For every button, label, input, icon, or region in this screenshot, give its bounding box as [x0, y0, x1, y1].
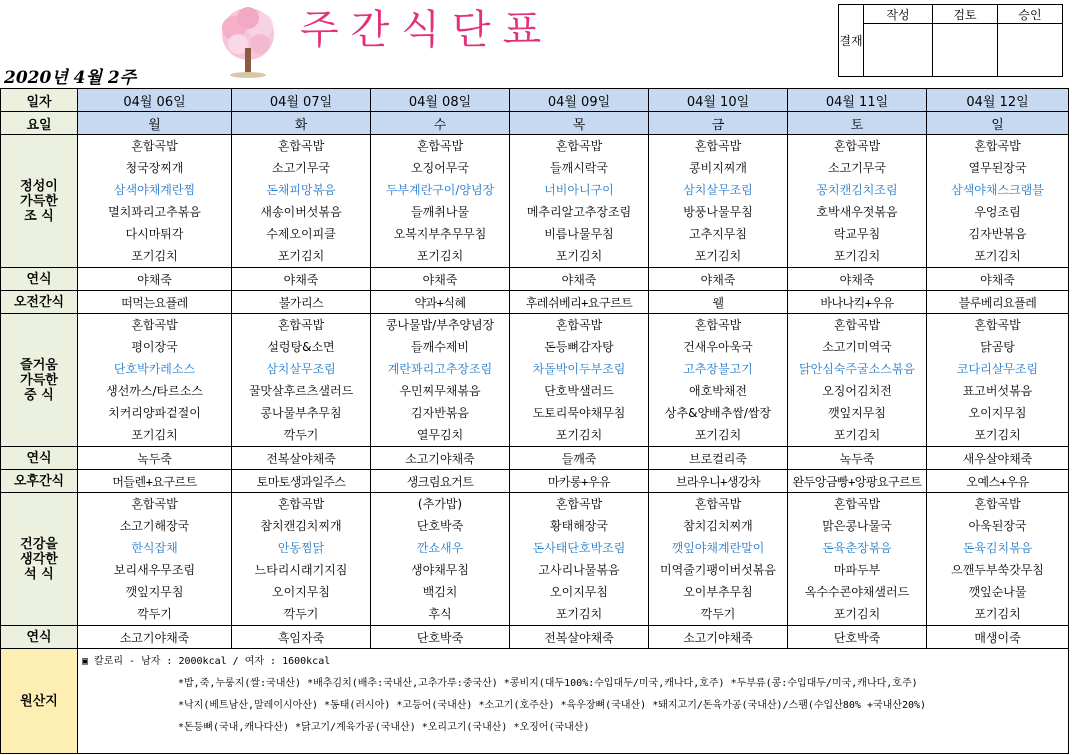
menu-item: 호박새우젓볶음: [816, 205, 898, 219]
menu-item: 포기김치: [131, 428, 178, 442]
am-snack-row-cell: 약과+식혜: [371, 291, 510, 314]
menu-item: 느타리시래기지짐: [254, 563, 348, 577]
approval-sign-write[interactable]: [864, 24, 933, 77]
breakfast-row-day-cell: [78, 135, 232, 268]
sheet-header: [0, 0, 1072, 88]
date-cell: 04월 09일: [510, 89, 649, 112]
menu-item: 돈육김치볶음: [962, 541, 1033, 555]
dinner-porridge-row-cell: 매생이죽: [927, 626, 1069, 649]
origin-label: 원산지: [1, 649, 78, 754]
menu-item: 깍두기: [137, 607, 172, 621]
lunch-porridge-row-cell: 새우살야채죽: [927, 447, 1069, 470]
menu-item: 포기김치: [833, 249, 881, 263]
menu-item: 삼색야채스크램블: [951, 183, 1044, 197]
dinner-porridge-row-cell: 흑임자죽: [232, 626, 371, 649]
dinner-row-day-cell: [78, 493, 232, 626]
origin-line: *밥,죽,누룽지(쌀:국내산) *배추김치(배추:국내산,고추가루:중국산) *콩비지(대두100%:수입대두/미국,캐나다,호주) *두부류(콩:수입대두/미국,캐나다,호주): [178, 678, 918, 689]
origin-info-cell: [78, 649, 1069, 754]
breakfast-row-day-cell: [927, 135, 1069, 268]
dinner-porridge-row-label: 연식: [1, 626, 78, 649]
menu-item: 옥수수콘야채샐러드: [804, 585, 910, 599]
breakfast-porridge-row: [1, 268, 1069, 291]
dinner-row-day-cell: [232, 493, 371, 626]
dinner-porridge-row: [1, 626, 1069, 649]
menu-item: 설렁탕&소면: [267, 340, 335, 354]
approval-col-approve: 승인: [998, 5, 1063, 24]
menu-item: 청국장찌개: [125, 161, 184, 175]
menu-item: 오징어김치전: [822, 384, 892, 398]
breakfast-porridge-row-cell: 야채죽: [649, 268, 788, 291]
menu-item: 비름나물무침: [544, 227, 614, 241]
am-snack-row-cell: 웰: [649, 291, 788, 314]
menu-item: 포기김치: [131, 249, 178, 263]
pm-snack-row-label: 오후간식: [1, 470, 78, 493]
menu-item: 깻잎순나물: [968, 585, 1027, 599]
menu-item: 혼합곡밥: [974, 497, 1021, 511]
menu-item: 락교무침: [833, 227, 881, 241]
lunch-row-day-cell: [788, 314, 927, 447]
menu-item: 포기김치: [555, 428, 603, 442]
menu-item: 후식: [428, 607, 452, 621]
menu-item: 포기김치: [694, 249, 742, 263]
menu-item: 열무김치: [416, 428, 464, 442]
menu-item: 김자반볶음: [411, 406, 469, 420]
menu-item: 돈육춘장볶음: [822, 541, 892, 555]
menu-item: 혼합곡밥: [555, 139, 603, 153]
menu-item: 아욱된장국: [968, 519, 1027, 533]
menu-item: 참치캔김치찌개: [260, 519, 342, 533]
pm-snack-row-cell: 마카롱+우유: [510, 470, 649, 493]
menu-item: 소고기무국: [272, 161, 330, 175]
pm-snack-row-cell: 브라우니+생강차: [649, 470, 788, 493]
menu-item: 맑은콩나물국: [822, 519, 892, 533]
menu-item: 생선까스/타르소스: [106, 384, 203, 398]
am-snack-row-cell: 불가리스: [232, 291, 371, 314]
day-cell: 수: [371, 112, 510, 135]
menu-item: 포기김치: [974, 428, 1021, 442]
menu-item: 깍두기: [700, 607, 736, 621]
lunch-porridge-row-label: 연식: [1, 447, 78, 470]
pm-snack-row-cell: 생크림요거트: [371, 470, 510, 493]
menu-item: 포기김치: [555, 249, 603, 263]
menu-item: 포기김치: [277, 249, 325, 263]
date-cell: 04월 06일: [78, 89, 232, 112]
menu-item: 황태해장국: [550, 519, 608, 533]
day-cell: 화: [232, 112, 371, 135]
menu-item: 포기김치: [833, 607, 881, 621]
pm-snack-row-cell: 토마토생과일주스: [232, 470, 371, 493]
menu-item: 깐쇼새우: [416, 541, 464, 555]
menu-item: 들깨수제비: [411, 340, 469, 354]
menu-item: 단호박죽: [416, 519, 464, 533]
am-snack-row: [1, 291, 1069, 314]
breakfast-porridge-row-cell: 야채죽: [927, 268, 1069, 291]
menu-item: 포기김치: [974, 249, 1021, 263]
menu-item: 메추리알고추장조림: [526, 205, 632, 219]
menu-item: 오이지무침: [968, 406, 1027, 420]
menu-item: 혼합곡밥: [694, 318, 742, 332]
menu-item: 깍두기: [283, 428, 319, 442]
menu-item: 혼합곡밥: [974, 318, 1021, 332]
menu-item: 소고기무국: [828, 161, 886, 175]
date-row: [1, 89, 1069, 112]
pm-snack-row: [1, 470, 1069, 493]
menu-item: 백김치: [422, 585, 458, 599]
dinner-row-day-cell: [927, 493, 1069, 626]
day-row: [1, 112, 1069, 135]
menu-item: 꽁치캔김치조림: [816, 183, 898, 197]
menu-item: 꿀맛살후르츠샐러드: [248, 384, 354, 398]
menu-item: 상추&양배추쌈/쌈장: [664, 406, 772, 420]
menu-item: 오이지무침: [272, 585, 330, 599]
breakfast-row: [1, 135, 1069, 268]
menu-item: 삼치살무조림: [683, 183, 753, 197]
menu-item: 닭안심숙주굴소스볶음: [799, 362, 915, 376]
cherry-blossom-tree-icon: [214, 4, 282, 80]
menu-item: 고추지무침: [689, 227, 747, 241]
menu-item: 깻잎지무침: [125, 585, 184, 599]
menu-item: 오이부추무침: [683, 585, 753, 599]
approval-col-write: 작성: [864, 5, 933, 24]
approval-side-label: 결재: [839, 5, 864, 77]
menu-item: 돈등뼈감자탕: [544, 340, 614, 354]
menu-item: 차돌박이두부조림: [532, 362, 626, 376]
weekly-menu-table: [0, 88, 1069, 754]
menu-item: 평이장국: [131, 340, 178, 354]
day-cell: 월: [78, 112, 232, 135]
menu-item: 콩나물부추무침: [260, 406, 342, 420]
am-snack-row-cell: 떠먹는요플레: [78, 291, 232, 314]
menu-item: 혼합곡밥: [694, 139, 742, 153]
dinner-row-label: 건강을 생각한 석 식: [1, 493, 78, 626]
menu-item: 미역줄기팽이버섯볶음: [660, 563, 776, 577]
menu-item: 들깨시락국: [550, 161, 608, 175]
menu-item: 혼합곡밥: [277, 318, 325, 332]
breakfast-row-day-cell: [788, 135, 927, 268]
menu-item: 오징어무국: [411, 161, 469, 175]
dinner-porridge-row-cell: 단호박죽: [788, 626, 927, 649]
menu-item: 우엉조림: [974, 205, 1021, 219]
breakfast-porridge-row-cell: 야채죽: [78, 268, 232, 291]
approval-box: [838, 4, 1063, 77]
page-title: 주간식단표: [300, 7, 554, 53]
menu-item: 코다리살무조림: [956, 362, 1039, 376]
menu-item: 다시마튀각: [125, 227, 184, 241]
origin-row: [1, 649, 1069, 754]
menu-item: 소고기미역국: [822, 340, 892, 354]
pm-snack-row-cell: 오예스+우유: [927, 470, 1069, 493]
lunch-row-day-cell: [927, 314, 1069, 447]
lunch-porridge-row-cell: 녹두죽: [788, 447, 927, 470]
dinner-row-day-cell: [371, 493, 510, 626]
breakfast-row-day-cell: [232, 135, 371, 268]
day-cell: 목: [510, 112, 649, 135]
menu-item: 포기김치: [555, 607, 603, 621]
date-cell: 04월 07일: [232, 89, 371, 112]
menu-item: 삼색야채계란찜: [113, 183, 196, 197]
menu-item: 포기김치: [694, 428, 742, 442]
menu-item: 도토리묵야채무침: [532, 406, 626, 420]
breakfast-row-day-cell: [371, 135, 510, 268]
dinner-porridge-row-cell: 단호박죽: [371, 626, 510, 649]
dinner-porridge-row-cell: 전복살야채죽: [510, 626, 649, 649]
date-cell: 04월 12일: [927, 89, 1069, 112]
menu-item: 수제오이피클: [266, 227, 336, 241]
approval-sign-approve[interactable]: [998, 24, 1063, 77]
dinner-row: [1, 493, 1069, 626]
dinner-porridge-row-cell: 소고기야채죽: [649, 626, 788, 649]
menu-item: 혼합곡밥: [277, 139, 325, 153]
menu-item: 포기김치: [974, 607, 1021, 621]
menu-item: 고사리나물볶음: [538, 563, 620, 577]
menu-item: 혼합곡밥: [694, 497, 742, 511]
breakfast-porridge-row-label: 연식: [1, 268, 78, 291]
day-cell: 금: [649, 112, 788, 135]
origin-line: *낙지(베트남산,말레이시아산) *동태(러시아) *고등어(국내산) *소고기(호주산) *육우장뼈(국내산) *돼지고기/돈육가공(국내산)/스팸(수입산80% +국내산20%): [178, 700, 927, 711]
menu-item: 단호박카레소스: [113, 362, 196, 376]
date-label: 일자: [1, 89, 78, 112]
day-cell: 토: [788, 112, 927, 135]
menu-item: 혼합곡밥: [131, 139, 178, 153]
menu-item: 보리새우무조림: [113, 563, 196, 577]
menu-item: 돈채피망볶음: [266, 183, 336, 197]
menu-item: 한식잡채: [131, 541, 178, 555]
menu-item: 콩나물밥/부추양념장: [385, 318, 495, 332]
origin-line: *돈등뼈(국내,캐나다산) *닭고기/계육가공(국내산) *오리고기(국내산) *오징어(국내산): [178, 722, 590, 733]
menu-item: 콩비지찌개: [689, 161, 747, 175]
menu-item: 삼치살무조림: [266, 362, 336, 376]
menu-item: 깍두기: [283, 607, 319, 621]
menu-item: 고추장불고기: [683, 362, 753, 376]
menu-item: 안동찜닭: [277, 541, 325, 555]
breakfast-porridge-row-cell: 야채죽: [232, 268, 371, 291]
menu-item: 단호박샐러드: [544, 384, 614, 398]
menu-item: 혼합곡밥: [555, 497, 603, 511]
lunch-row-day-cell: [371, 314, 510, 447]
menu-item: 멸치꽈리고추볶음: [108, 205, 201, 219]
breakfast-porridge-row-cell: 야채죽: [510, 268, 649, 291]
breakfast-porridge-row-cell: 야채죽: [788, 268, 927, 291]
menu-item: 으깬두부쑥갓무침: [951, 563, 1044, 577]
approval-sign-review[interactable]: [933, 24, 998, 77]
menu-item: 혼합곡밥: [131, 497, 178, 511]
menu-item: 두부계란구이/양념장: [385, 183, 495, 197]
menu-item: 혼합곡밥: [833, 497, 881, 511]
menu-item: 열무된장국: [968, 161, 1027, 175]
menu-item: 돈사태단호박조림: [532, 541, 626, 555]
date-cell: 04월 08일: [371, 89, 510, 112]
am-snack-row-cell: 후레쉬베리+요구르트: [510, 291, 649, 314]
menu-item: 건새우아욱국: [683, 340, 753, 354]
approval-col-review: 검토: [933, 5, 998, 24]
origin-line: ▣ 칼로리 - 남자 : 2000kcal / 여자 : 1600kcal: [82, 656, 331, 667]
menu-item: 들깨취나물: [411, 205, 469, 219]
pm-snack-row-cell: 완두앙금빵+앙팡요구르트: [788, 470, 927, 493]
menu-item: 혼합곡밥: [555, 318, 603, 332]
menu-item: 애호박채전: [689, 384, 747, 398]
breakfast-row-label: 정성이 가득한 조 식: [1, 135, 78, 268]
lunch-row-day-cell: [510, 314, 649, 447]
date-cell: 04월 11일: [788, 89, 927, 112]
menu-item: 계란꽈리고추장조림: [387, 362, 493, 376]
menu-item: 오이지무침: [550, 585, 608, 599]
lunch-row-day-cell: [649, 314, 788, 447]
week-label: 2020년 4월 2주: [4, 68, 137, 88]
menu-item: 포기김치: [416, 249, 464, 263]
menu-item: 너비아니구이: [544, 183, 614, 197]
menu-item: 깻잎지무침: [828, 406, 886, 420]
day-cell: 일: [927, 112, 1069, 135]
menu-item: 김자반볶음: [968, 227, 1027, 241]
menu-item: 혼합곡밥: [833, 139, 881, 153]
dinner-porridge-row-cell: 소고기야채죽: [78, 626, 232, 649]
menu-item: 혼합곡밥: [833, 318, 881, 332]
menu-item: 소고기해장국: [119, 519, 190, 533]
date-cell: 04월 10일: [649, 89, 788, 112]
menu-item: 참치김치찌개: [683, 519, 753, 533]
dinner-row-day-cell: [649, 493, 788, 626]
menu-item: 혼합곡밥: [131, 318, 178, 332]
breakfast-porridge-row-cell: 야채죽: [371, 268, 510, 291]
menu-item: 생야채무침: [411, 563, 469, 577]
menu-item: 혼합곡밥: [974, 139, 1021, 153]
am-snack-row-label: 오전간식: [1, 291, 78, 314]
lunch-porridge-row-cell: 전복살야채죽: [232, 447, 371, 470]
menu-item: 치커리양파겉절이: [108, 406, 201, 420]
lunch-porridge-row-cell: 들깨죽: [510, 447, 649, 470]
lunch-porridge-row-cell: 녹두죽: [78, 447, 232, 470]
menu-item: 우민찌무채볶음: [399, 384, 481, 398]
menu-item: 방풍나물무침: [683, 205, 753, 219]
menu-item: 닭곰탕: [980, 340, 1015, 354]
lunch-porridge-row-cell: 브로컬리죽: [649, 447, 788, 470]
menu-item: 혼합곡밥: [277, 497, 325, 511]
breakfast-row-day-cell: [649, 135, 788, 268]
menu-item: 마파두부: [833, 563, 881, 577]
lunch-porridge-row: [1, 447, 1069, 470]
menu-item: (추가밥): [417, 497, 463, 511]
lunch-porridge-row-cell: 소고기야채죽: [371, 447, 510, 470]
menu-item: 혼합곡밥: [416, 139, 464, 153]
menu-item: 새송이버섯볶음: [260, 205, 342, 219]
menu-item: 깻잎야채계란말이: [671, 541, 765, 555]
menu-item: 포기김치: [833, 428, 881, 442]
lunch-row: [1, 314, 1069, 447]
breakfast-row-day-cell: [510, 135, 649, 268]
dinner-row-day-cell: [510, 493, 649, 626]
menu-item: 오복지부추무무침: [393, 227, 487, 241]
lunch-row-day-cell: [78, 314, 232, 447]
day-label: 요일: [1, 112, 78, 135]
dinner-row-day-cell: [788, 493, 927, 626]
menu-item: 표고버섯볶음: [962, 384, 1033, 398]
am-snack-row-cell: 바나나킥+우유: [788, 291, 927, 314]
pm-snack-row-cell: 머들렌+요구르트: [78, 470, 232, 493]
am-snack-row-cell: 블루베리요플레: [927, 291, 1069, 314]
lunch-row-day-cell: [232, 314, 371, 447]
lunch-row-label: 즐거움 가득한 중 식: [1, 314, 78, 447]
